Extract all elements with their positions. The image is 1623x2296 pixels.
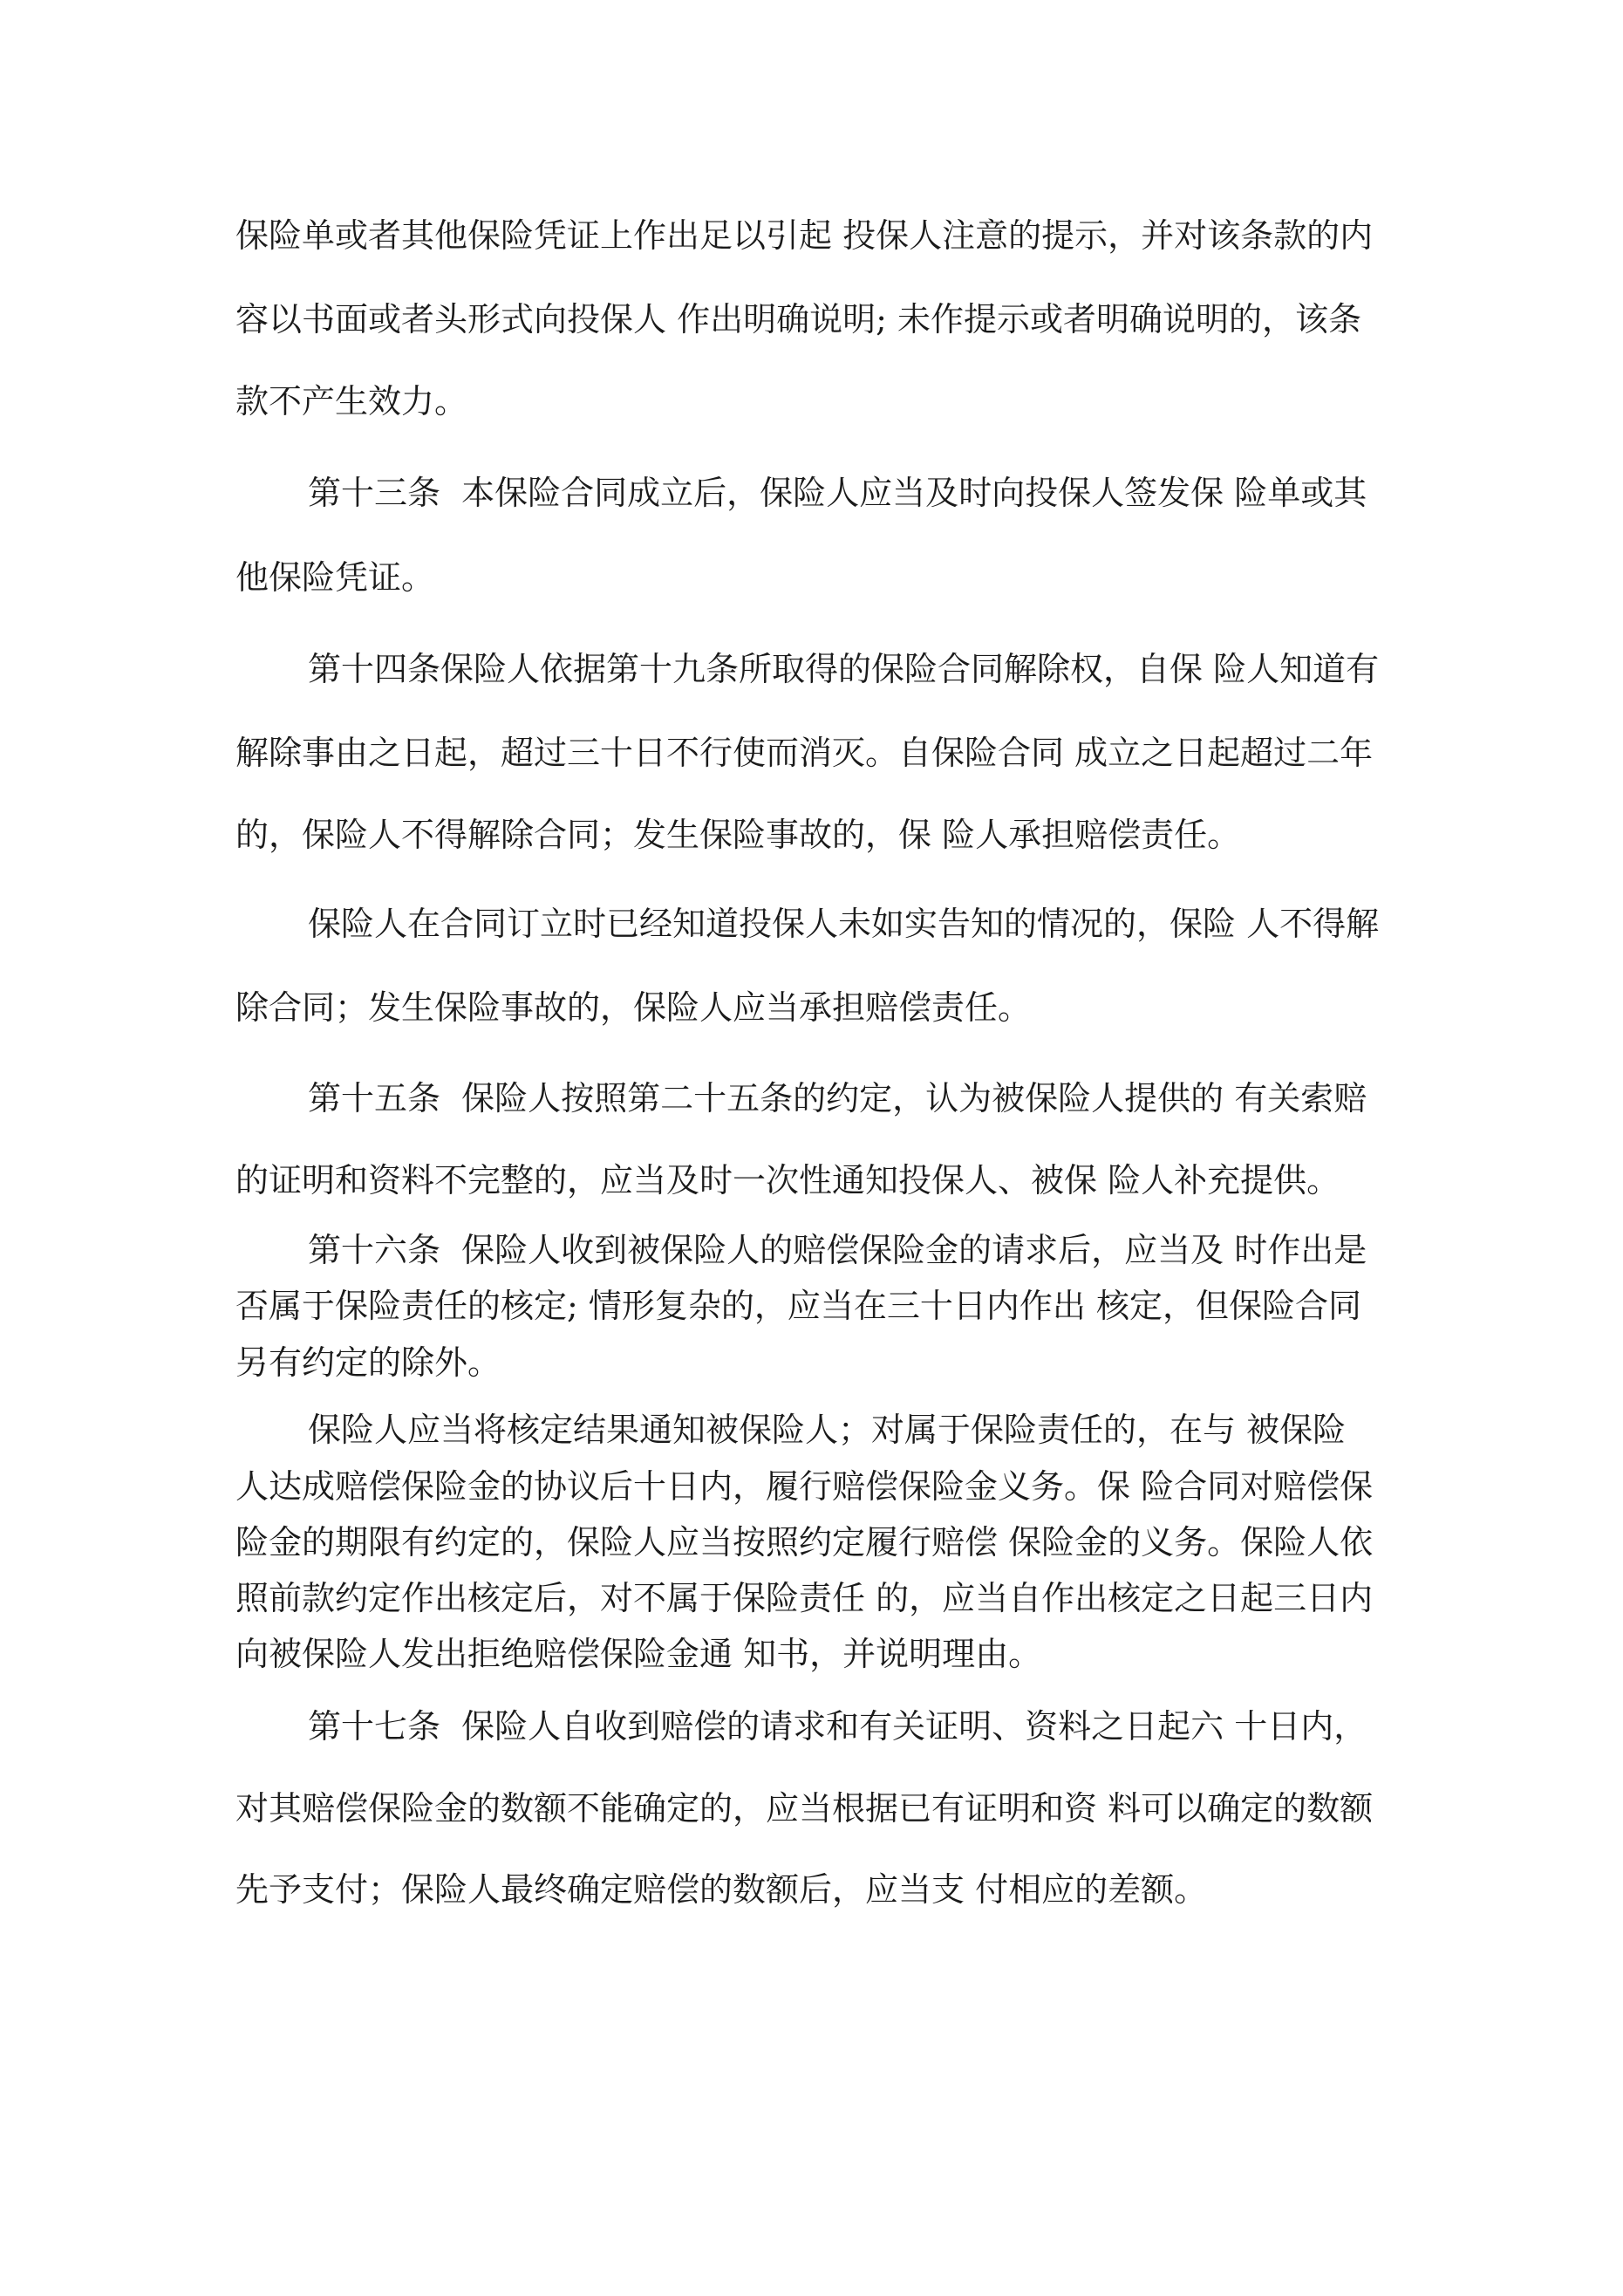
text-line: 照前款约定作出核定后，对不属于保险责任 的，应当自作出核定之日起三日内 <box>235 1579 1374 1617</box>
text-line: 他保险凭证。 <box>235 558 435 597</box>
text-line: 除合同；发生保险事故的，保险人应当承担赔偿责任。 <box>235 988 1032 1027</box>
text-line: 款不产生效力。 <box>235 382 468 420</box>
text-line: 另有约定的除外。 <box>235 1343 501 1382</box>
text-line: 否属于保险责任的核定; 情形复杂的，应当在三十日内作出 核定，但保险合同 <box>235 1287 1361 1325</box>
text-line: 保险单或者其他保险凭证上作出足以引起 投保人注意的提示，并对该条款的内 <box>235 216 1374 255</box>
text-line: 容以书面或者头形式向投保人 作出明确说明; 未作提示或者明确说明的，该条 <box>235 300 1361 338</box>
text-line: 向被保险人发出拒绝赔偿保险金通 知书，并说明理由。 <box>235 1635 1042 1673</box>
text-line: 保险人在合同订立时已经知道投保人未如实告知的情况的，保险 人不得解 <box>308 905 1380 943</box>
text-line: 人达成赔偿保险金的协议后十日内，履行赔偿保险金义务。保 险合同对赔偿保 <box>235 1467 1374 1506</box>
text-line: 的，保险人不得解除合同；发生保险事故的，保 险人承担赔偿责任。 <box>235 816 1241 854</box>
text-line: 保险人应当将核定结果通知被保险人；对属于保险责任的，在与 被保险 <box>308 1411 1347 1449</box>
text-line: 第十四条保险人依据第十九条所取得的保险合同解除权，自保 险人知道有 <box>308 650 1380 688</box>
text-line: 险金的期限有约定的，保险人应当按照约定履行赔偿 保险金的义务。保险人依 <box>235 1523 1374 1561</box>
text-line: 对其赔偿保险金的数额不能确定的，应当根据已有证明和资 料可以确定的数额 <box>235 1789 1374 1828</box>
text-line: 解除事由之日起，超过三十日不行使而消灭。自保险合同 成立之日起超过二年 <box>235 734 1374 772</box>
text-line: 的证明和资料不完整的，应当及时一次性通知投保人、被保 险人补充提供。 <box>235 1161 1340 1199</box>
text-line: 先予支付；保险人最终确定赔偿的数额后，应当支 付相应的差额。 <box>235 1870 1208 1909</box>
text-line: 第十三条 本保险合同成立后，保险人应当及时向投保人签发保 险单或其 <box>308 474 1367 512</box>
text-line: 第十六条 保险人收到被保险人的赔偿保险金的请求后，应当及 时作出是 <box>308 1231 1367 1269</box>
text-line: 第十五条 保险人按照第二十五条的约定，认为被保险人提供的 有关索赔 <box>308 1079 1367 1117</box>
text-line: 第十七条 保险人自收到赔偿的请求和有关证明、资料之日起六 十日内， <box>308 1707 1367 1746</box>
